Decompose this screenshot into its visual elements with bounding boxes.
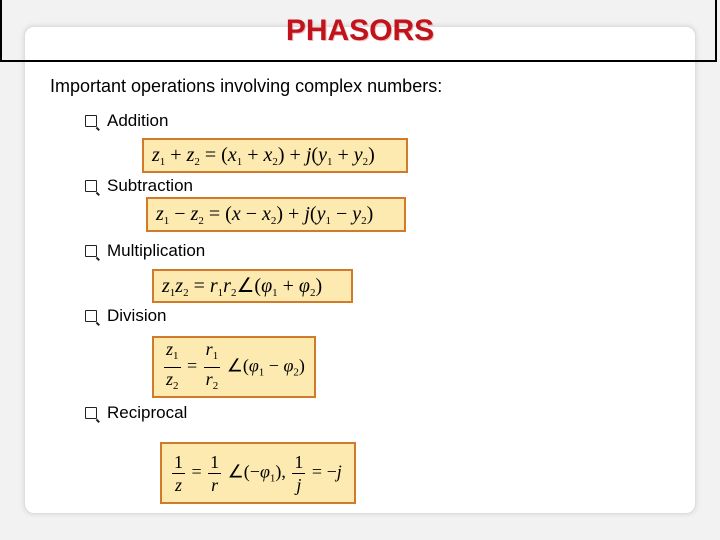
formula-text: $z_1 - z_2 = (x - x_2) + j(y_1 - y_2)$: [156, 202, 374, 227]
formula-text: $\frac{1}{z}$ = $\frac{1}{r}$ $\angle(-\varphi_1)$, $\frac{1}{j}$ = −j: [174, 451, 342, 495]
bullet-label: Subtraction: [107, 176, 193, 195]
bullet-label: Addition: [107, 111, 169, 130]
formula-text: $z_1z_2$ = $r_1r_2\angle(\varphi_1 + \varphi_2)$: [162, 275, 323, 299]
bullet-addition: [85, 111, 168, 131]
checkbox-bullet-icon: [85, 407, 97, 419]
formula-division: [152, 336, 316, 398]
bullet-subtraction: [85, 176, 193, 196]
bullet-label: Reciprocal: [107, 403, 188, 422]
formula-text: $z_1 + z_2 = (x_1 + x_2) + j(y_1 + y_2)$: [152, 143, 375, 168]
formula-reciprocal: [160, 442, 356, 504]
slide-card: [24, 26, 696, 514]
bullet-multiplication: [85, 241, 205, 261]
slide-title: PHASORS: [285, 14, 435, 47]
checkbox-bullet-icon: [85, 115, 97, 127]
bullet-label: Division: [107, 306, 167, 325]
bullet-division: [85, 306, 167, 326]
bullet-reciprocal: [85, 403, 187, 423]
bullet-label: Multiplication: [107, 241, 206, 260]
formula-addition: [142, 138, 408, 173]
checkbox-bullet-icon: [85, 310, 97, 322]
intro-text: Important operations involving complex numbers:: [50, 76, 443, 96]
formula-multiplication: [152, 269, 353, 303]
checkbox-bullet-icon: [85, 245, 97, 257]
formula-subtraction: [146, 197, 406, 232]
checkbox-bullet-icon: [85, 180, 97, 192]
formula-text: $\frac{z_1}{z_2}$ = $\frac{r_1}{r_2}$ $\angle(\varphi_1 - \varphi_2)$: [166, 338, 305, 392]
